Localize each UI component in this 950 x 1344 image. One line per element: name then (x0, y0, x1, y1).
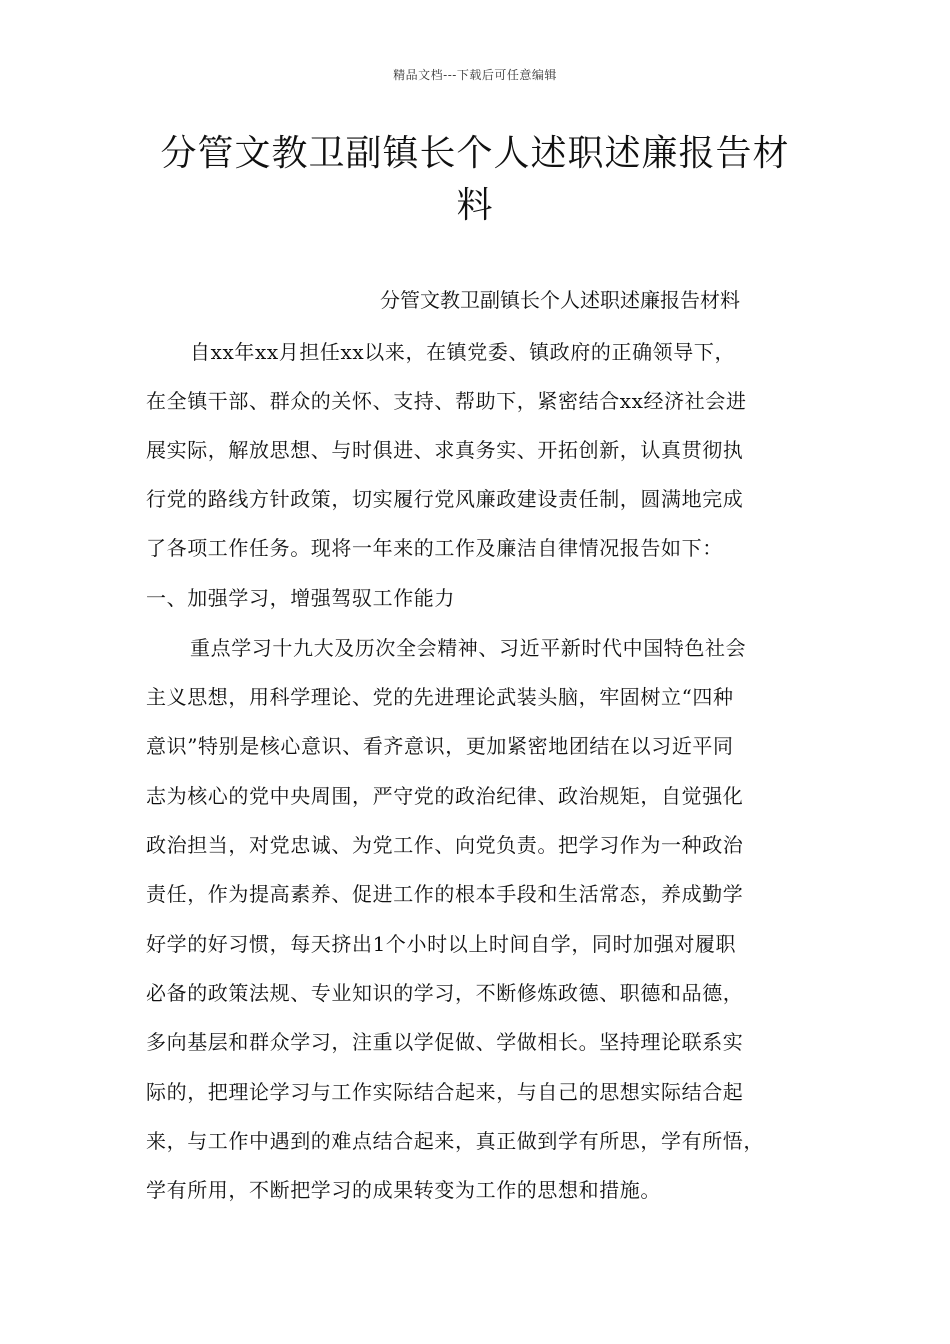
header-note: 精品文档---下载后可任意编辑 (393, 68, 557, 82)
document-title (120, 128, 830, 232)
body-line: 主义思想，用科学理论、党的先进理论武装头脑，牢固树立“四种 (146, 685, 734, 709)
body-line: 必备的政策法规、专业知识的学习，不断修炼政德、职德和品德， (146, 981, 744, 1005)
body-line: 际的，把理论学习与工作实际结合起来，与自己的思想实际结合起 (146, 1080, 744, 1104)
body-line: 责任，作为提高素养、促进工作的根本手段和生活常态，养成勤学 (146, 882, 744, 906)
title-line-2: 料 (456, 185, 494, 226)
body-line: 在全镇干部、群众的关怀、支持、帮助下，紧密结合xx经济社会进 (146, 389, 747, 413)
body-line: 好学的好习惯，每天挤出1个小时以上时间自学，同时加强对履职 (146, 932, 737, 956)
document-subtitle: 分管文教卫副镇长个人述职述廉报告材料 (380, 288, 740, 312)
body-line: 来，与工作中遇到的难点结合起来，真正做到学有所思，学有所悟， (146, 1129, 764, 1153)
body-line: 多向基层和群众学习，注重以学促做、学做相长。坚持理论联系实 (146, 1030, 744, 1054)
body-line: 重点学习十九大及历次全会精神、习近平新时代中国特色社会 (190, 636, 747, 660)
body-line: 学有所用，不断把学习的成果转变为工作的思想和措施。 (146, 1178, 661, 1202)
body-line: 志为核心的党中央周围，严守党的政治纪律、政治规矩，自觉强化 (146, 784, 744, 808)
body-line: 行党的路线方针政策，切实履行党风廉政建设责任制，圆满地完成 (146, 487, 744, 511)
body-line: 自xx年xx月担任xx以来，在镇党委、镇政府的正确领导下， (190, 340, 736, 364)
body-line: 意识”特别是核心意识、看齐意识，更加紧密地团结在以习近平同 (146, 734, 734, 758)
title-line-1: 分管文教卫副镇长个人述职述廉报告材 (160, 133, 790, 174)
section-heading: 一、加强学习，增强驾驭工作能力 (146, 586, 455, 610)
body-line: 了各项工作任务。现将一年来的工作及廉洁自律情况报告如下： (146, 536, 723, 560)
body-line: 展实际，解放思想、与时俱进、求真务实、开拓创新，认真贯彻执 (146, 438, 744, 462)
body-line: 政治担当，对党忠诚、为党工作、向党负责。把学习作为一种政治 (146, 833, 744, 857)
